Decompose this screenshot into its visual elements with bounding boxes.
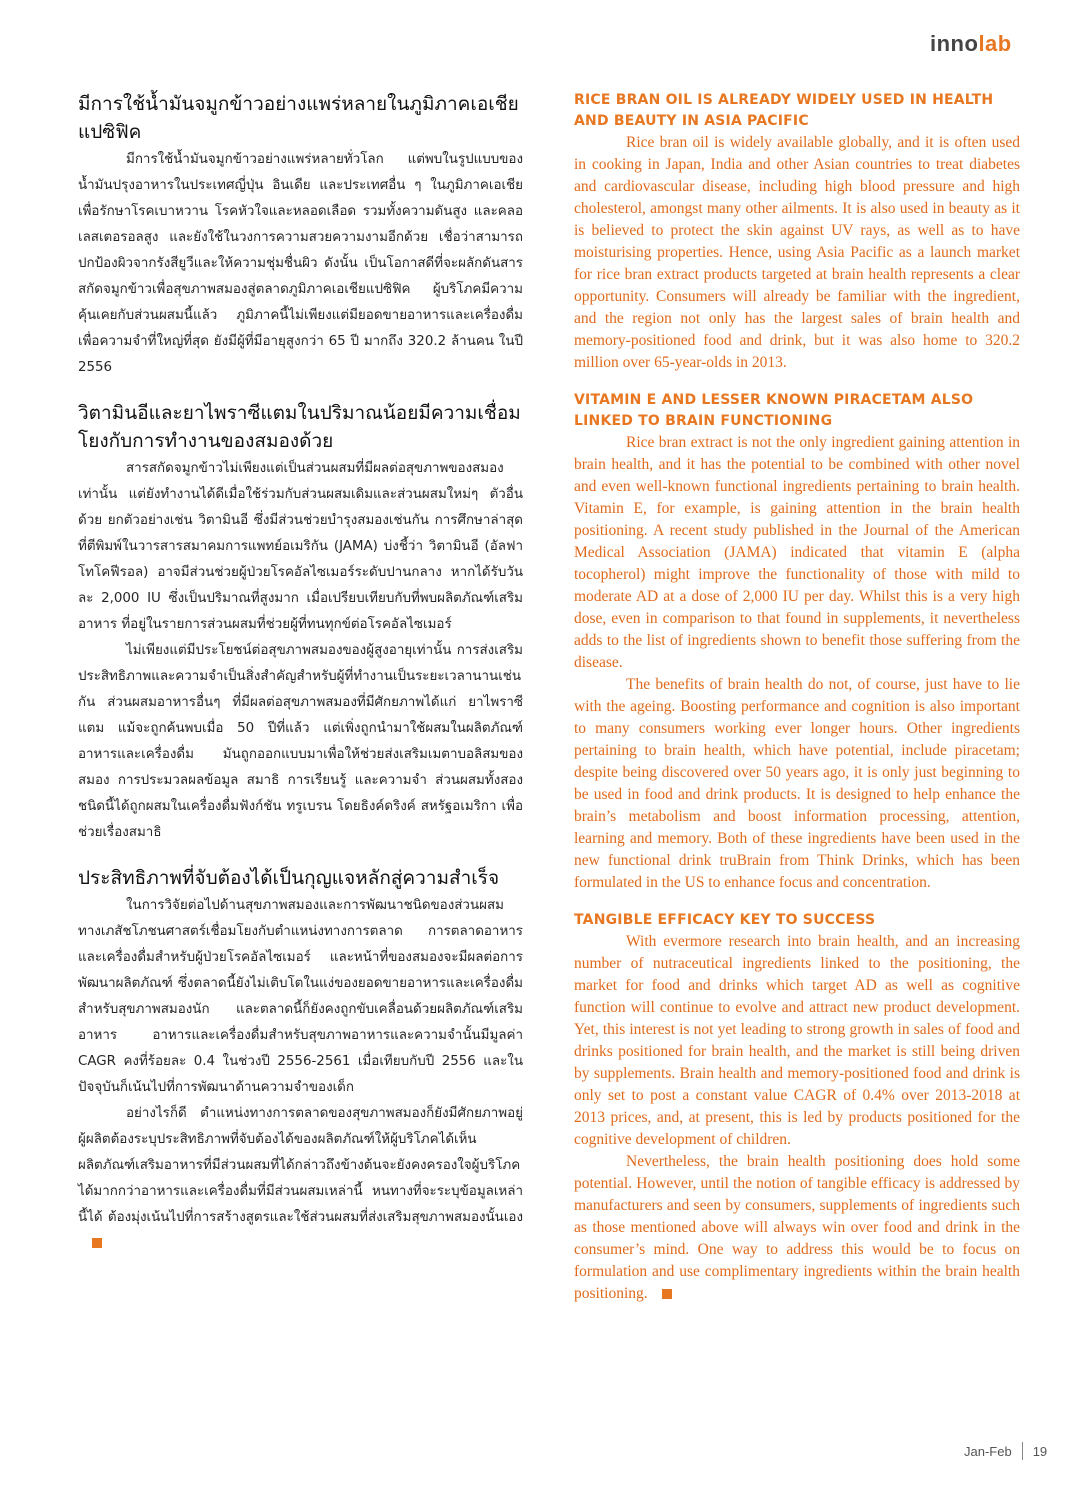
english-section-heading: TANGIBLE EFFICACY KEY TO SUCCESS <box>574 912 876 928</box>
thai-paragraph: ในการวิจัยต่อไปด้านสุขภาพสมองและการพัฒนาชนิดของส่วนผสมทางเภสัชโภชนศาสตร์เชื่อมโยงกับตำแหน่งทางการตลาด การตลาดอาหารและเครื่องดื่มสำหรับผู้ป่วยโรคอัลไซเมอร์ และหน้าที่ของสมองจะมีผลต่อการพัฒนาผลิตภัณฑ์ ซึ่งตลาดนี้ยังไม่เติบโตในแง่ของยอดขายอาหารและเครื่องดื่มสำหรับสุขภาพสมองนัก และตลาดนี้ก็ยังคงถูกขับเคลื่อนด้วยผลิตภัณฑ์เสริมอาหาร อาหารและเครื่องดื่มสำหรับสุขภาพอาหารและความจำนั้นมีมูลค่า CAGR คงที่ร้อยละ 0.4 ในช่วงปี 2556-2561 เมื่อเทียบกับปี 2556 และในปัจจุบันก็เน้นไปที่การพัฒนาด้านความจำของเด็ก <box>78 898 523 1095</box>
logo-text-inno: inno <box>930 31 979 56</box>
english-section-heading: VITAMIN E AND LESSER KNOWN PIRACETAM ALSO LINKED TO BRAIN FUNCTIONING <box>574 392 974 429</box>
english-paragraph: With evermore research into brain health, and an increasing number of nutraceutical ingredients linked to the positioning, the market for food and drinks which target AD as well as cognitive function will continue to evolve and attract new product development. Yet, this interest is not yet leading to strong growth in sales of food and drinks positioned for brain health, and the market is still being driven by supplements. Brain health and memory-positioned food and drink is only set to post a constant value CAGR of 0.4% over 2013-2018 at 2013 prices, and, at present, this is led by products positioned for the cognitive development of children. <box>574 933 1020 1148</box>
english-section-3 <box>574 910 1020 1305</box>
thai-section-3 <box>78 864 523 1257</box>
english-paragraph-text: Nevertheless, the brain health positioning does hold some potential. However, until the notion of tangible efficacy is addressed by manufacturers and seen by consumers, supplements of ingredients such as those mentioned above will always win over food and drink in the consumer’s mind. One way to address this would be to focus on formulation and use complimentary ingredients within the brain health positioning. <box>574 1153 1020 1302</box>
thai-section-heading: มีการใช้น้ำมันจมูกข้าวอย่างแพร่หลายในภูมิภาคเอเชียแปซิฟิค <box>78 93 519 143</box>
english-paragraph: Rice bran extract is not the only ingredient gaining attention in brain health, and it has the potential to be combined with other novel and even well-known functional ingredients pertaining to brain health. Vitamin E, for example, is gaining attention in the brain health positioning. A recent study published in the Journal of the American Medical Association (JAMA) indicated that vitamin E (alpha tocopherol) might improve the functionality of those with mild to moderate AD at a dose of 2,000 IU per day. Whilst this is a very high dose, even in comparison to that found in supplements, it nevertheless adds to the list of ingredients shown to benefit those suffering from the disease. <box>574 434 1020 671</box>
thai-article-column <box>78 90 523 1275</box>
page-footer <box>964 1442 1047 1460</box>
thai-paragraph: สารสกัดจมูกข้าวไม่เพียงแต่เป็นส่วนผสมที่มีผลต่อสุขภาพของสมองเท่านั้น แต่ยังทำงานได้ดีเมื่อใช้ร่วมกับส่วนผสมเดิมและส่วนผสมใหม่ๆ ตัวอื่นด้วย ยกตัวอย่างเช่น วิตามินอี ซึ่งมีส่วนช่วยบำรุงสมองเช่นกัน การศึกษาล่าสุดที่ตีพิมพ์ในวารสารสมาคมการแพทย์อเมริกัน (JAMA) บ่งชี้ว่า วิตามินอี (อัลฟาโทโคฟีรอล) อาจมีส่วนช่วยผู้ป่วยโรคอัลไซเมอร์ระดับปานกลาง หากได้รับวันละ 2,000 IU ซึ่งเป็นปริมาณที่สูงมาก เมื่อเปรียบเทียบกับที่พบผลิตภัณฑ์เสริมอาหาร ที่อยู่ในรายการส่วนผสมที่ช่วยผู้ที่ทนทุกข์ต่อโรคอัลไซเมอร์ <box>78 461 523 632</box>
thai-section-heading: วิตามินอีและยาไพราซีแตมในปริมาณน้อยมีความเชื่อมโยงกับการทำงานของสมองด้วย <box>78 402 521 452</box>
thai-paragraph-text: อย่างไรก็ดี ตำแหน่งทางการตลาดของสุขภาพสมองก็ยังมีศักยภาพอยู่ ผู้ผลิตต้องระบุประสิทธิภาพที่จับต้องได้ของผลิตภัณฑ์ให้ผู้บริโภคได้เห็น ผลิตภัณฑ์เสริมอาหารที่มีส่วนผสมที่ได้กล่าวถึงข้างต้นจะยังคงครองใจผู้บริโภคได้มากกว่าอาหารและเครื่องดื่มที่มีส่วนผสมเหล่านี้ หนทางที่จะระบุข้อมูลเหล่านี้ได้ ต้องมุ่งเน้นไปที่การสร้างสูตรและใช้ส่วนผสมที่ส่งเสริมสุขภาพสมองนั้นเอง <box>78 1106 523 1225</box>
innolab-logo <box>930 30 1030 58</box>
thai-paragraph: ไม่เพียงแต่มีประโยชน์ต่อสุขภาพสมองของผู้สูงอายุเท่านั้น การส่งเสริมประสิทธิภาพและความจำเป็นสิ่งสำคัญสำหรับผู้ที่ทำงานเป็นระยะเวลานานเช่นกัน ส่วนผสมอาหารอื่นๆ ที่มีผลต่อสุขภาพสมองที่มีศักยภาพได้แก่ ยาไพราซีแตม แม้จะถูกค้นพบเมื่อ 50 ปีที่แล้ว แต่เพิ่งถูกนำมาใช้ผสมในผลิตภัณฑ์อาหารและเครื่องดื่ม มันถูกออกแบบมาเพื่อให้ช่วยส่งเสริมเมตาบอลิสมของสมอง การประมวลผลข้อมูล สมาธิ การเรียนรู้ และความจำ ส่วนผสมทั้งสองชนิดนี้ได้ถูกผสมในเครื่องดื่มฟังก์ชัน ทรูเบรน โดยธิงค์ดริงค์ สหรัฐอเมริกา เพื่อช่วยเรื่องสมาธิ <box>78 643 523 840</box>
thai-section-2 <box>78 399 523 846</box>
thai-paragraph-last <box>78 1101 523 1257</box>
thai-paragraph: มีการใช้น้ำมันจมูกข้าวอย่างแพร่หลายทั่วโลก แต่พบในรูปแบบของน้ำมันปรุงอาหารในประเทศญี่ปุ่น อินเดีย และประเทศอื่น ๆ ในภูมิภาคเอเชีย เพื่อรักษาโรคเบาหวาน โรคหัวใจและหลอดเลือด รวมทั้งความดันสูง และคลอเลสเตอรอลสูง และยังใช้ในวงการความสวยความงามอีกด้วย เชื่อว่าสามารถปกป้องผิวจากรังสียูวีและให้ความชุ่มชื่นผิว ดังนั้น เป็นโอกาสดีที่จะผลักดันสารสกัดจมูกข้าวเพื่อสุขภาพสมองสู่ตลาดภูมิภาคเอเชียแปซิฟิค ผู้บริโภคมีความคุ้นเคยกับส่วนผสมนี้แล้ว ภูมิภาคนี้ไม่เพียงแต่มียอดขายอาหารและเครื่องดื่มเพื่อความจำที่ใหญ่ที่สุด ยังมีผู้ที่มีอายุสูงกว่า 65 ปี มากถึง 320.2 ล้านคน ในปี 2556 <box>78 152 523 375</box>
english-paragraph-last <box>574 1151 1020 1305</box>
thai-section-1 <box>78 90 523 381</box>
english-paragraph: Rice bran oil is widely available globally, and it is often used in cooking in Japan, India and other Asian countries to treat diabetes and cardiovascular disease, including high blood pressure and high cholesterol, amongst many other ailments. It is also used in beauty as it is believed to protect the skin against UV rays, as well as to have moisturising properties. Hence, using Asia Pacific as a launch market for rice bran extract products targeted at brain health represents a clear opportunity. Consumers will already be familiar with the ingredient, and the region not only has the largest sales of brain health and memory-positioned food and drink, but it was also home to 320.2 million over 65-year-olds in 2013. <box>574 134 1020 371</box>
thai-section-heading: ประสิทธิภาพที่จับต้องได้เป็นกุญแจหลักสู่ความสำเร็จ <box>78 867 500 889</box>
article-end-mark <box>662 1289 672 1299</box>
issue-label: Jan-Feb <box>964 1443 1012 1459</box>
article-end-mark <box>92 1238 102 1248</box>
footer-divider <box>1022 1442 1023 1460</box>
logo-text-lab: lab <box>978 31 1012 56</box>
english-article-column <box>574 90 1020 1321</box>
page-number: 19 <box>1032 1443 1048 1459</box>
english-section-heading: RICE BRAN OIL IS ALREADY WIDELY USED IN HEALTH AND BEAUTY IN ASIA PACIFIC <box>574 92 994 129</box>
english-section-2 <box>574 390 1020 894</box>
english-paragraph: The benefits of brain health do not, of course, just have to lie with the ageing. Boosting performance and cognition is also important to many consumers working ever longer hours. Other ingredients pertaining to brain health, which have potential, include piracetam; despite being discovered over 50 years ago, it is only just beginning to be used in food and drink products. It is designed to help enhance the brain’s metabolism and boost information processing, attention, learning and memory. Both of these ingredients have been used in the new functional drink truBrain from Think Drinks, which has been formulated in the US to enhance focus and concentration. <box>574 676 1020 891</box>
english-section-1 <box>574 90 1020 374</box>
